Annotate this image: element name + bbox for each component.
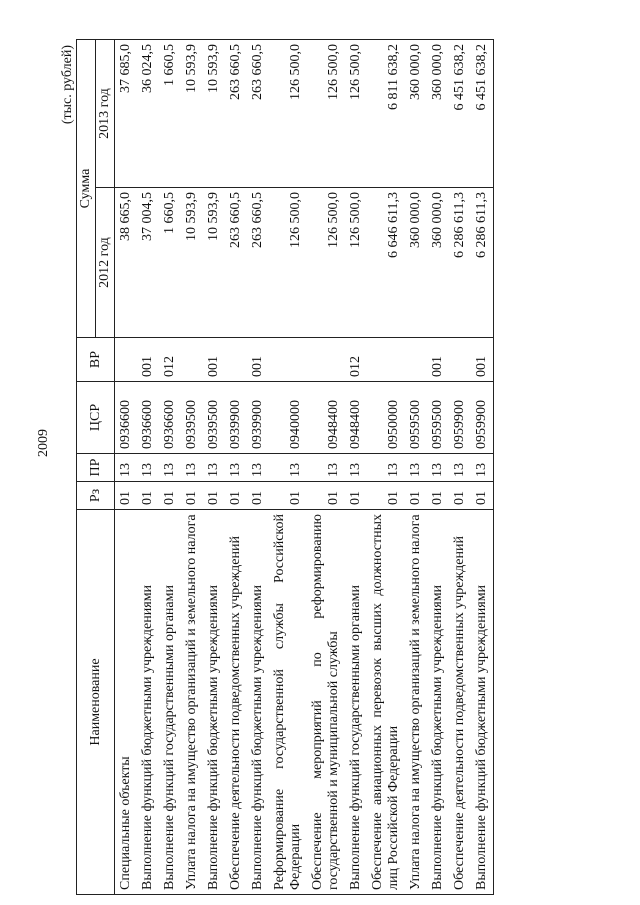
cell-pr: 13 <box>225 454 247 482</box>
cell-name: Выполнение функций бюджетными учреждениями <box>203 510 225 895</box>
cell-rz: 01 <box>269 482 307 510</box>
table-row <box>449 40 471 895</box>
cell-csr: 0959500 <box>427 382 449 454</box>
cell-name: Обеспечение авиационных перевозок высших должностных лиц Российской Федерации <box>367 510 405 895</box>
cell-y2013: 10 593,9 <box>203 40 225 188</box>
table-row <box>225 40 247 895</box>
header-sum: Сумма <box>77 40 96 338</box>
cell-y2012: 263 660,5 <box>247 188 269 338</box>
table-row <box>367 40 405 895</box>
cell-pr: 13 <box>367 454 405 482</box>
cell-pr: 13 <box>405 454 427 482</box>
cell-vr: 012 <box>159 338 181 382</box>
cell-name: Уплата налога на имущество организаций и земельного налога <box>181 510 203 895</box>
cell-y2013: 6 451 638,2 <box>471 40 494 188</box>
cell-rz: 01 <box>345 482 367 510</box>
budget-table <box>76 39 494 895</box>
cell-pr: 13 <box>137 454 159 482</box>
cell-name: Обеспечение мероприятий по реформированию государственной и муниципальной службы <box>307 510 345 895</box>
cell-y2012: 10 593,9 <box>203 188 225 338</box>
cell-csr: 0959900 <box>471 382 494 454</box>
cell-pr: 13 <box>307 454 345 482</box>
table-row <box>203 40 225 895</box>
cell-y2012: 6 646 611,3 <box>367 188 405 338</box>
unit-note: (тыс. рублей) <box>60 45 75 125</box>
table-row <box>307 40 345 895</box>
cell-name: Специальные объекты <box>115 510 138 895</box>
cell-y2013: 37 685,0 <box>115 40 138 188</box>
cell-csr: 0936600 <box>137 382 159 454</box>
cell-pr: 13 <box>449 454 471 482</box>
cell-csr: 0936600 <box>159 382 181 454</box>
cell-csr: 0940000 <box>269 382 307 454</box>
cell-y2012: 126 500,0 <box>345 188 367 338</box>
cell-csr: 0948400 <box>345 382 367 454</box>
cell-vr <box>115 338 138 382</box>
cell-rz: 01 <box>181 482 203 510</box>
cell-y2013: 126 500,0 <box>307 40 345 188</box>
cell-rz: 01 <box>225 482 247 510</box>
cell-vr: 001 <box>203 338 225 382</box>
table-row <box>181 40 203 895</box>
cell-name: Выполнение функций бюджетными учреждениями <box>247 510 269 895</box>
cell-pr: 13 <box>203 454 225 482</box>
cell-y2012: 10 593,9 <box>181 188 203 338</box>
cell-csr: 0936600 <box>115 382 138 454</box>
cell-pr: 13 <box>159 454 181 482</box>
cell-pr: 13 <box>181 454 203 482</box>
cell-csr: 0959500 <box>405 382 427 454</box>
cell-csr: 0948400 <box>307 382 345 454</box>
cell-name: Выполнение функций государственными органами <box>345 510 367 895</box>
cell-y2013: 360 000,0 <box>405 40 427 188</box>
table-row <box>345 40 367 895</box>
cell-y2013: 10 593,9 <box>181 40 203 188</box>
cell-y2012: 6 286 611,3 <box>449 188 471 338</box>
cell-name: Обеспечение деятельности подведомственных учреждений <box>225 510 247 895</box>
page-number: 2009 <box>36 429 51 457</box>
header-csr: ЦСР <box>77 382 115 454</box>
cell-y2013: 263 660,5 <box>247 40 269 188</box>
cell-y2012: 1 660,5 <box>159 188 181 338</box>
cell-rz: 01 <box>203 482 225 510</box>
cell-y2013: 1 660,5 <box>159 40 181 188</box>
cell-vr: 001 <box>247 338 269 382</box>
table-row <box>115 40 138 895</box>
cell-vr <box>307 338 345 382</box>
header-pr: ПР <box>77 454 115 482</box>
cell-y2013: 126 500,0 <box>269 40 307 188</box>
cell-rz: 01 <box>137 482 159 510</box>
cell-csr: 0939900 <box>247 382 269 454</box>
cell-vr: 012 <box>345 338 367 382</box>
cell-y2012: 38 665,0 <box>115 188 138 338</box>
table-row <box>269 40 307 895</box>
cell-rz: 01 <box>307 482 345 510</box>
cell-rz: 01 <box>449 482 471 510</box>
cell-vr <box>405 338 427 382</box>
cell-vr <box>367 338 405 382</box>
table-row <box>427 40 449 895</box>
table-row <box>159 40 181 895</box>
table-row <box>247 40 269 895</box>
table-row <box>405 40 427 895</box>
cell-y2012: 126 500,0 <box>269 188 307 338</box>
cell-pr: 13 <box>269 454 307 482</box>
cell-vr: 001 <box>137 338 159 382</box>
cell-y2013: 360 000,0 <box>427 40 449 188</box>
cell-rz: 01 <box>115 482 138 510</box>
table-row <box>137 40 159 895</box>
cell-y2012: 126 500,0 <box>307 188 345 338</box>
cell-name: Выполнение функций бюджетными учреждениями <box>427 510 449 895</box>
cell-vr <box>269 338 307 382</box>
cell-rz: 01 <box>471 482 494 510</box>
header-2012: 2012 год <box>96 188 115 338</box>
cell-y2012: 37 004,5 <box>137 188 159 338</box>
header-vr: ВР <box>77 338 115 382</box>
header-rz: Рз <box>77 482 115 510</box>
cell-name: Выполнение функций бюджетными учреждениями <box>137 510 159 895</box>
cell-vr <box>449 338 471 382</box>
cell-csr: 0950000 <box>367 382 405 454</box>
cell-vr <box>225 338 247 382</box>
cell-vr: 001 <box>471 338 494 382</box>
cell-rz: 01 <box>427 482 449 510</box>
cell-name: Уплата налога на имущество организаций и земельного налога <box>405 510 427 895</box>
cell-rz: 01 <box>247 482 269 510</box>
cell-csr: 0939500 <box>203 382 225 454</box>
cell-y2013: 36 024,5 <box>137 40 159 188</box>
cell-y2013: 263 660,5 <box>225 40 247 188</box>
cell-vr <box>181 338 203 382</box>
cell-y2013: 6 451 638,2 <box>449 40 471 188</box>
table-row <box>471 40 494 895</box>
header-row <box>77 40 96 895</box>
cell-y2012: 263 660,5 <box>225 188 247 338</box>
cell-name: Обеспечение деятельности подведомственных учреждений <box>449 510 471 895</box>
cell-pr: 13 <box>345 454 367 482</box>
cell-rz: 01 <box>405 482 427 510</box>
header-name: Наименование <box>77 510 115 895</box>
cell-y2013: 6 811 638,2 <box>367 40 405 188</box>
cell-csr: 0959900 <box>449 382 471 454</box>
header-2013: 2013 год <box>96 40 115 188</box>
cell-y2012: 6 286 611,3 <box>471 188 494 338</box>
cell-csr: 0939500 <box>181 382 203 454</box>
cell-csr: 0939900 <box>225 382 247 454</box>
cell-pr: 13 <box>115 454 138 482</box>
cell-rz: 01 <box>367 482 405 510</box>
cell-name: Реформирование государственной службы Российской Федерации <box>269 510 307 895</box>
cell-pr: 13 <box>471 454 494 482</box>
cell-y2012: 360 000,0 <box>427 188 449 338</box>
cell-vr: 001 <box>427 338 449 382</box>
cell-y2012: 360 000,0 <box>405 188 427 338</box>
cell-pr: 13 <box>427 454 449 482</box>
cell-y2013: 126 500,0 <box>345 40 367 188</box>
table-body <box>115 40 494 895</box>
cell-rz: 01 <box>159 482 181 510</box>
cell-pr: 13 <box>247 454 269 482</box>
cell-name: Выполнение функций бюджетными учреждениями <box>471 510 494 895</box>
cell-name: Выполнение функций государственными органами <box>159 510 181 895</box>
